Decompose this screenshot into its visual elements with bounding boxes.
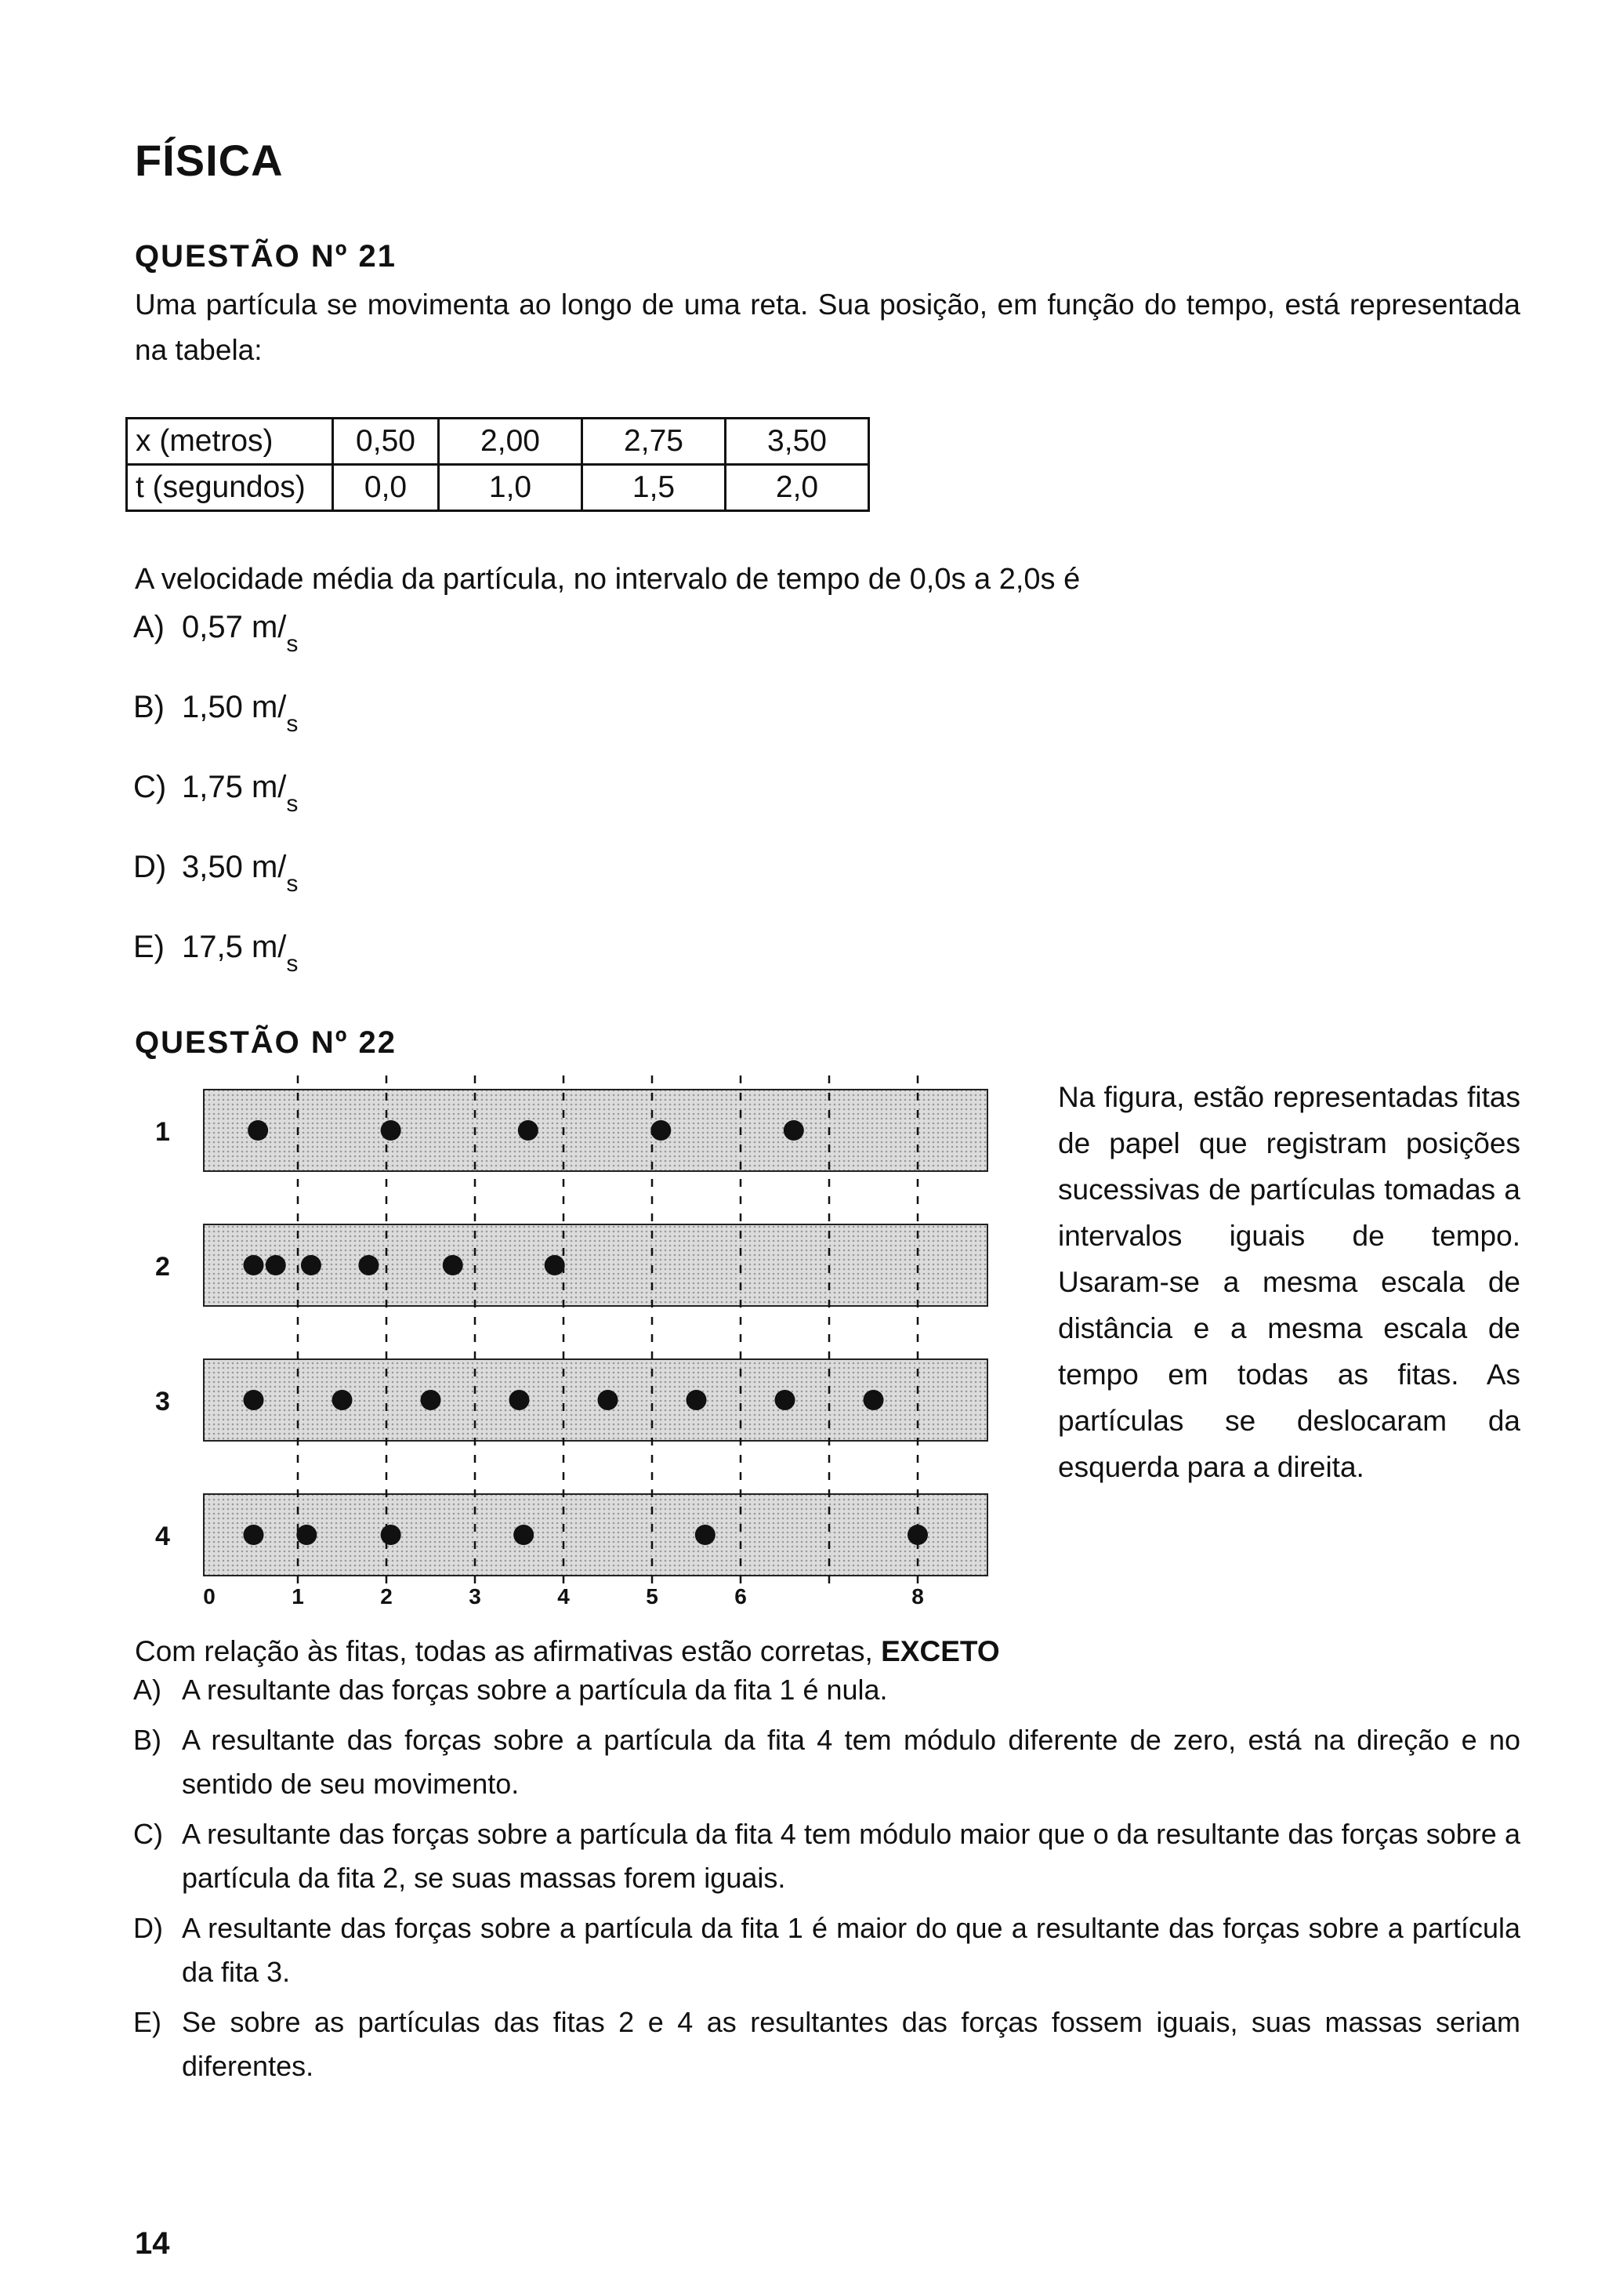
table-cell: 3,50 [726, 419, 869, 465]
option-letter: D) [133, 850, 167, 884]
option-d[interactable] [133, 843, 298, 923]
paper-tape-4 [204, 1494, 987, 1576]
option-text: A resultante das forças sobre a partícula da fita 4 tem módulo diferente de zero, está na direção e no sentido de seu movimento. [182, 1724, 1520, 1800]
option-letter: E) [133, 930, 165, 964]
option-letter: B) [133, 1724, 161, 1756]
prompt-text: Com relação às fitas, todas as afirmativas estão corretas, [135, 1635, 882, 1667]
particle-mark [864, 1390, 884, 1410]
particle-mark [513, 1525, 534, 1545]
question-22-options [133, 1668, 1520, 2095]
unit: m/ [251, 930, 287, 964]
scale-tick-label: 8 [911, 1584, 924, 1607]
particle-mark [248, 1120, 268, 1141]
table-cell: 1,5 [582, 465, 726, 511]
tape-label: 3 [155, 1387, 170, 1416]
particle-mark [518, 1120, 538, 1141]
position-time-table [125, 417, 870, 512]
particle-mark [650, 1120, 671, 1141]
scale-tick-label: 2 [380, 1584, 393, 1607]
particle-mark [443, 1255, 463, 1275]
particle-mark [244, 1255, 264, 1275]
table-row-position [127, 419, 869, 465]
particle-mark [598, 1390, 618, 1410]
question-21-prompt: A velocidade média da partícula, no intervalo de tempo de 0,0s a 2,0s é [135, 563, 1081, 596]
particle-mark [296, 1525, 317, 1545]
tapes-group [155, 1075, 987, 1607]
option-letter: A) [133, 610, 165, 644]
table-cell: 2,00 [439, 419, 582, 465]
unit-subscript: s [286, 711, 299, 737]
unit-subscript: s [286, 791, 299, 817]
figure-description: Na figura, estão representadas fitas de papel que registram posições sucessivas de partículas tomadas a intervalos iguais de tempo. Usaram-se a mesma escala de distância e a mesma escala de tempo em todas as fitas. As partículas se deslocaram da esquerda para a direita. [1058, 1081, 1520, 1483]
table-cell: 2,75 [582, 419, 726, 465]
scale-tick-label: 3 [469, 1584, 481, 1607]
unit: m/ [251, 610, 287, 644]
option-letter: D) [133, 1912, 163, 1944]
paper-tape-1 [204, 1090, 987, 1171]
tape-label: 4 [155, 1522, 170, 1551]
particle-mark [908, 1525, 928, 1545]
table-cell: 0,50 [333, 419, 439, 465]
option-c[interactable] [133, 764, 298, 843]
particle-mark [421, 1390, 441, 1410]
option-text: Se sobre as partículas das fitas 2 e 4 as resultantes das forças fossem iguais, suas massas seriam diferentes. [182, 2006, 1520, 2082]
particle-mark [266, 1255, 286, 1275]
table-row-label: t (segundos) [127, 465, 333, 511]
page-number: 14 [135, 2226, 170, 2261]
tape-label: 2 [155, 1252, 170, 1282]
tape-label: 1 [155, 1117, 170, 1147]
option-value: 3,50 [182, 850, 243, 884]
option-letter: B) [133, 690, 165, 724]
option-b[interactable] [133, 684, 298, 764]
option-d[interactable] [133, 1906, 1520, 1994]
scale-tick-label: 0 [203, 1584, 216, 1607]
question-21-options [133, 604, 298, 1003]
question-22-title: QUESTÃO Nº 22 [135, 1025, 397, 1060]
option-letter: E) [133, 2006, 161, 2038]
option-letter: C) [133, 1818, 163, 1850]
scale-tick-label: 4 [557, 1584, 570, 1607]
particle-mark [244, 1525, 264, 1545]
particle-mark [381, 1120, 401, 1141]
particle-mark [244, 1390, 264, 1410]
particle-mark [695, 1525, 716, 1545]
option-a[interactable] [133, 1668, 1520, 1712]
option-value: 0,57 [182, 610, 243, 644]
table-row-label: x (metros) [127, 419, 333, 465]
table-cell: 0,0 [333, 465, 439, 511]
option-value: 1,50 [182, 690, 243, 724]
particle-mark [358, 1255, 379, 1275]
particle-mark [784, 1120, 804, 1141]
section-title: FÍSICA [135, 136, 284, 185]
particle-mark [381, 1525, 401, 1545]
table-cell: 2,0 [726, 465, 869, 511]
particle-mark [301, 1255, 321, 1275]
unit: m/ [251, 690, 287, 724]
scale-tick-label: 5 [646, 1584, 658, 1607]
paper-tapes-figure [141, 1074, 1027, 1607]
particle-mark [509, 1390, 530, 1410]
question-21-statement: Uma partícula se movimenta ao longo de uma reta. Sua posição, em função do tempo, está representada na tabela: [135, 288, 1520, 366]
unit-subscript: s [286, 871, 299, 897]
table-cell: 1,0 [439, 465, 582, 511]
option-b[interactable] [133, 1718, 1520, 1806]
option-e[interactable] [133, 923, 298, 1003]
option-text: A resultante das forças sobre a partícula da fita 4 tem módulo maior que o da resultante das forças sobre a partícula da fita 2, se suas massas forem iguais. [182, 1818, 1520, 1894]
unit-subscript: s [286, 631, 299, 657]
option-value: 17,5 [182, 930, 243, 964]
unit-subscript: s [286, 951, 299, 977]
option-letter: A) [133, 1674, 161, 1706]
prompt-emphasis: EXCETO [881, 1635, 1000, 1667]
option-text: A resultante das forças sobre a partícula da fita 1 é maior do que a resultante das forças sobre a partícula da fita 3. [182, 1912, 1520, 1988]
particle-mark [332, 1390, 353, 1410]
option-letter: C) [133, 770, 167, 804]
option-c[interactable] [133, 1812, 1520, 1900]
option-a[interactable] [133, 604, 298, 684]
unit: m/ [251, 770, 287, 804]
particle-mark [545, 1255, 565, 1275]
question-21-title: QUESTÃO Nº 21 [135, 239, 397, 274]
table-row-time [127, 465, 869, 511]
particle-mark [687, 1390, 707, 1410]
option-text: A resultante das forças sobre a partícula da fita 1 é nula. [182, 1674, 888, 1706]
particle-mark [775, 1390, 795, 1410]
paper-tape-2 [204, 1224, 987, 1306]
unit: m/ [251, 850, 287, 884]
option-value: 1,75 [182, 770, 243, 804]
scale-tick-label: 1 [292, 1584, 304, 1607]
scale-tick-label: 6 [734, 1584, 747, 1607]
option-e[interactable] [133, 2000, 1520, 2088]
